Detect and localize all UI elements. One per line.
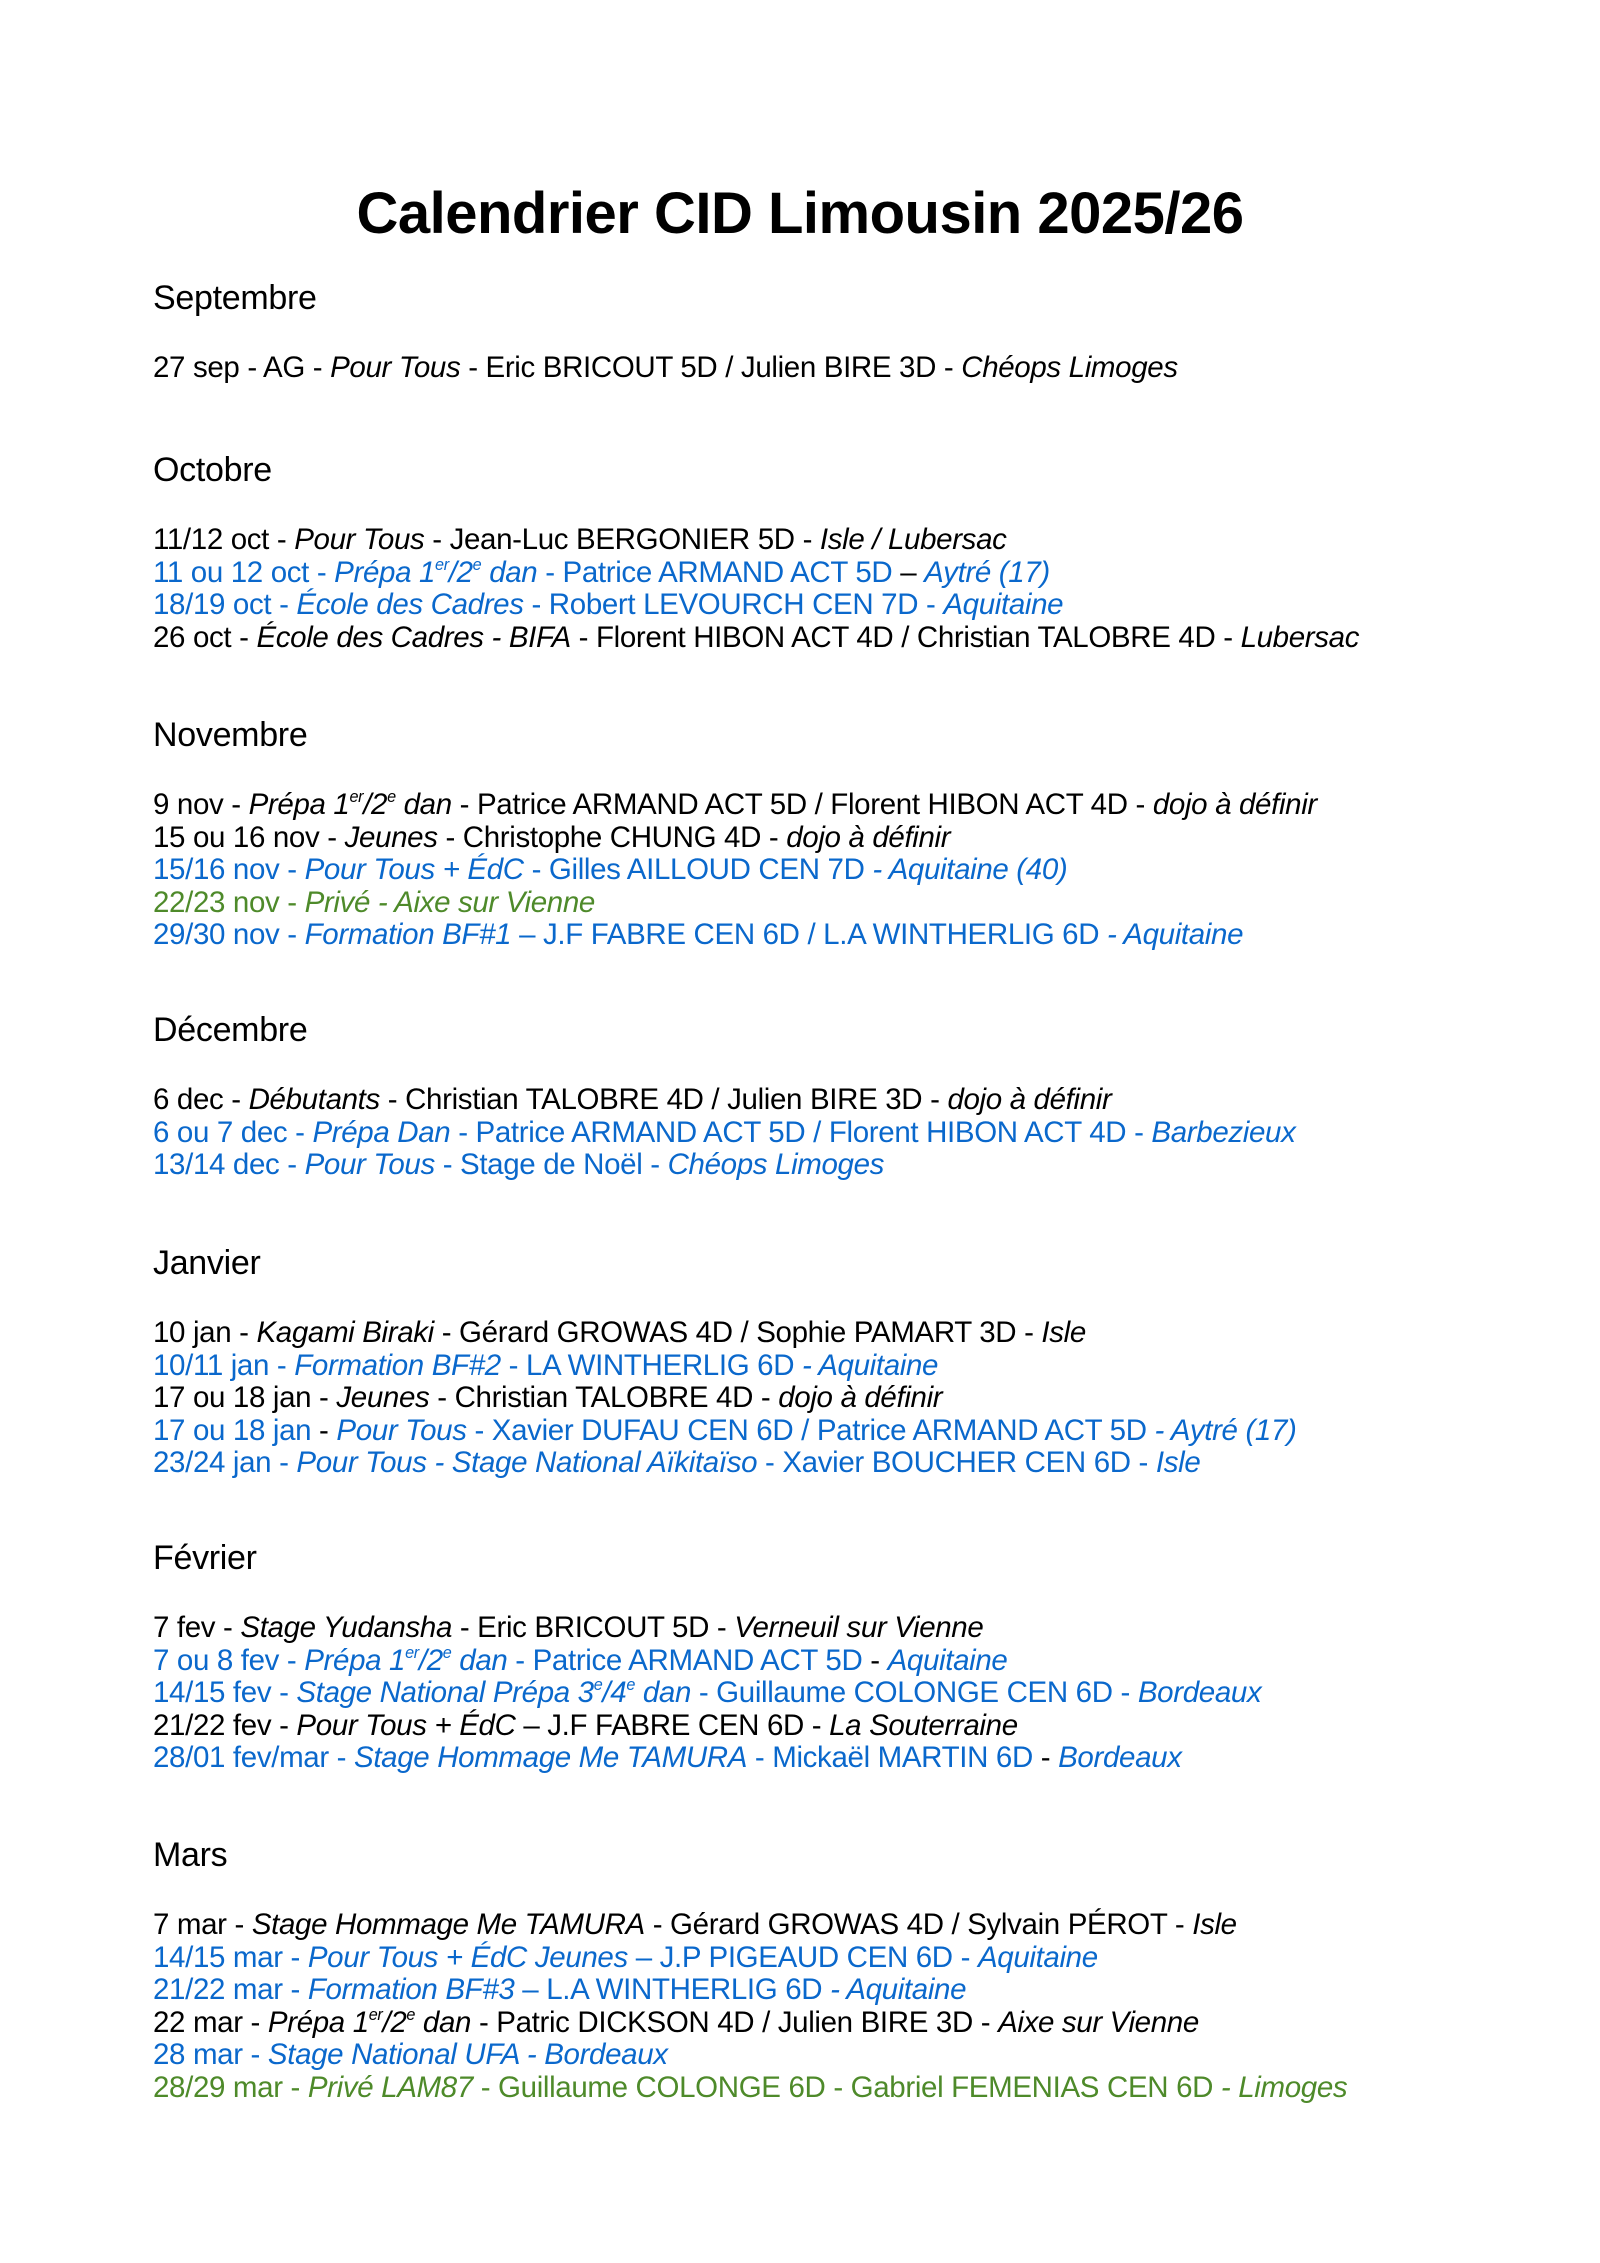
month-section-5 [153, 1538, 1553, 1775]
event-line [153, 1415, 1553, 1448]
event-text-italic: dojo à définir [786, 820, 951, 854]
event-text: 17 ou 18 jan [153, 1413, 320, 1447]
event-text [880, 1644, 888, 1677]
event-text: - Mickaël MARTIN 6D [747, 1741, 1041, 1775]
event-text-italic: dan [395, 788, 452, 821]
event-text-italic: - Aquitaine (40) [872, 853, 1068, 887]
event-text: - Gilles AILLOUD CEN 7D [523, 853, 873, 887]
event-text: - Patrice ARMAND ACT 5D / Florent HIBON ACT 4D - [451, 788, 1153, 821]
event-list [153, 1084, 1553, 1182]
event-text-italic: Aquitaine [943, 588, 1064, 622]
event-text: 15 ou 16 nov - [153, 820, 345, 854]
event-text-italic: Pour Tous + ÉdC Jeunes [307, 1940, 628, 1974]
event-text: 22 mar - [153, 2005, 268, 2039]
event-line [153, 887, 1553, 920]
event-text: 26 oct - [153, 620, 257, 654]
event-line [153, 1612, 1553, 1645]
event-text-italic: Formation BF#1 [304, 918, 512, 952]
event-text: 23/24 jan - [153, 1446, 297, 1480]
event-line [153, 1677, 1553, 1710]
event-text: - Stage de Noël - [434, 1148, 668, 1182]
event-list [153, 1612, 1553, 1775]
event-text: 28/29 mar - [153, 2070, 308, 2104]
month-heading: Mars [153, 1836, 228, 1874]
event-line [153, 1350, 1553, 1383]
event-text: – J.F FABRE CEN 6D - [515, 1708, 830, 1742]
event-text-italic: er [368, 2005, 383, 2024]
event-text: - Gérard GROWAS 4D / Sylvain PÉROT - [644, 1908, 1193, 1941]
event-text-italic: Privé - Aixe sur Vienne [304, 885, 595, 919]
event-text-italic: Pour Tous [336, 1413, 467, 1447]
event-text: - Christian TALOBRE 4D - [429, 1381, 779, 1415]
event-text: - Patric DICKSON 4D / Julien BIRE 3D - [471, 2005, 999, 2039]
event-text: – J.F FABRE CEN 6D / L.A WINTHERLIG 6D [511, 918, 1108, 952]
event-text: 28 mar - [153, 2038, 268, 2072]
event-text-italic: Stage Yudansha [240, 1611, 453, 1644]
event-line [153, 2007, 1553, 2040]
month-heading: Octobre [153, 451, 272, 489]
event-text-italic: dojo à définir [1152, 788, 1317, 821]
event-text: 22/23 nov - [153, 885, 305, 919]
event-line [153, 557, 1553, 590]
event-text: - [870, 1643, 880, 1677]
event-text: – J.P PIGEAUD CEN 6D - [627, 1940, 978, 1974]
event-line [153, 352, 1553, 385]
event-list [153, 789, 1553, 952]
event-list [153, 1317, 1553, 1480]
event-text-italic: Privé LAM87 [307, 2070, 473, 2104]
event-text: 10/11 jan - [153, 1348, 295, 1382]
event-text-italic: e [387, 787, 396, 806]
event-text-italic: Lubersac [1240, 620, 1360, 654]
event-text: – [900, 555, 917, 589]
event-text: - Christophe CHUNG 4D - [437, 820, 787, 854]
event-text: - Xavier BOUCHER CEN 6D - [757, 1446, 1156, 1480]
event-line [153, 1447, 1553, 1480]
event-text-italic: er [405, 1643, 419, 1662]
event-text-italic: dan [481, 555, 538, 589]
month-section-3 [153, 1010, 1553, 1182]
event-text: - Patrice ARMAND ACT 5D / Florent HIBON ACT 4D - [450, 1115, 1152, 1149]
month-heading: Janvier [153, 1244, 261, 1282]
event-text-italic: Chéops Limoges [961, 351, 1178, 384]
event-text-italic: e [472, 555, 482, 574]
event-text-italic: - Aquitaine [1107, 918, 1244, 952]
event-text-italic: Jeunes [336, 1381, 430, 1415]
event-text-italic: Pour Tous - Stage National Aïkitaïso [296, 1446, 758, 1480]
event-text-italic: er [349, 787, 364, 806]
event-text: - Eric BRICOUT 5D - [452, 1611, 735, 1644]
event-text-italic: dan [634, 1676, 691, 1710]
event-text: - [319, 1413, 329, 1447]
event-text: 28/01 fev/mar - [153, 1741, 354, 1775]
event-text-italic: Prépa Dan [312, 1115, 451, 1149]
event-text-italic: Bordeaux [1058, 1741, 1182, 1775]
event-text: 14/15 fev - [153, 1676, 297, 1710]
event-text: - Guillaume COLONGE 6D - Gabriel FEMENIAS CEN 6D [472, 2070, 1221, 2104]
event-line [153, 1382, 1553, 1415]
event-text: - [1040, 1741, 1051, 1775]
event-list [153, 524, 1553, 654]
event-text: - Patrice ARMAND ACT 5D [537, 555, 901, 589]
month-heading: Février [153, 1539, 257, 1577]
event-text-italic: Prépa 1 [304, 1643, 406, 1677]
event-text-italic: Stage Hommage Me TAMURA [354, 1741, 748, 1775]
event-text-italic: Prépa 1 [248, 788, 350, 821]
event-text-italic: - Aquitaine [830, 1973, 967, 2007]
event-text: - Eric BRICOUT 5D / Julien BIRE 3D - [460, 351, 962, 384]
event-text-italic: Formation BF#2 [294, 1348, 501, 1382]
event-text: 7 mar - [153, 1908, 252, 1941]
event-text: 18/19 oct - [153, 588, 297, 622]
event-text-italic: Isle [1041, 1316, 1086, 1349]
event-text-italic: Isle [1192, 1908, 1237, 1941]
event-text: - Gérard GROWAS 4D / Sophie PAMART 3D - [433, 1316, 1042, 1349]
event-text-italic: Jeunes [344, 820, 438, 854]
event-text: 9 nov - [153, 788, 249, 821]
event-line [153, 1742, 1553, 1775]
event-list [153, 1909, 1553, 2105]
event-text-italic: Verneuil sur Vienne [734, 1611, 984, 1644]
event-text: - LA WINTHERLIG 6D [500, 1348, 802, 1382]
month-section-0 [153, 278, 1553, 385]
event-text: - Guillaume COLONGE CEN 6D - [691, 1676, 1138, 1710]
event-line [153, 1149, 1553, 1182]
event-text: - Florent HIBON ACT 4D / Christian TALOBRE 4D - [570, 620, 1241, 654]
event-text-italic: École des Cadres - BIFA [256, 620, 571, 654]
event-text: 10 jan - [153, 1316, 257, 1349]
event-text-italic: dan [415, 2005, 472, 2039]
event-text-italic: Barbezieux [1151, 1115, 1296, 1149]
event-line [153, 1117, 1553, 1150]
event-text: 7 fev - [153, 1611, 241, 1644]
event-text-italic: Stage National Prépa 3 [296, 1676, 594, 1710]
event-text: 15/16 nov - [153, 853, 305, 887]
event-text-italic: Isle [1155, 1446, 1201, 1480]
event-text-italic: Pour Tous [304, 1148, 435, 1182]
event-text: 29/30 nov - [153, 918, 305, 952]
event-text-italic: École des Cadres [296, 588, 524, 622]
page-title: Calendrier CID Limousin 2025/26 [356, 180, 1244, 246]
event-text-italic: - Aquitaine [802, 1348, 939, 1382]
event-text [916, 556, 924, 589]
event-text-italic: /2 [418, 1643, 443, 1677]
month-section-2 [153, 715, 1553, 952]
event-text: 13/14 dec - [153, 1148, 305, 1182]
event-text-italic: er [435, 555, 449, 574]
event-text: 6 dec - [153, 1083, 249, 1116]
event-text-italic: Kagami Biraki [256, 1316, 434, 1349]
event-text-italic: /4 [602, 1676, 627, 1710]
event-text-italic: Aytré (17) [924, 555, 1050, 589]
event-text: 21/22 mar - [153, 1973, 308, 2007]
event-line [153, 524, 1553, 557]
event-text-italic: e [406, 2005, 416, 2024]
event-text-italic: Chéops Limoges [667, 1148, 885, 1182]
event-text-italic: Prépa 1 [267, 2005, 369, 2039]
event-text: - Patrice ARMAND ACT 5D [507, 1643, 871, 1677]
month-section-4 [153, 1243, 1553, 1480]
event-text-italic: Pour Tous [330, 351, 461, 384]
event-line [153, 789, 1553, 822]
event-text-italic: /2 [382, 2005, 407, 2039]
event-text: – L.A WINTHERLIG 6D [514, 1973, 831, 2007]
event-text-italic: Stage National UFA - Bordeaux [267, 2038, 668, 2072]
event-text: - Christian TALOBRE 4D / Julien BIRE 3D - [379, 1083, 948, 1116]
event-text: 17 ou 18 jan - [153, 1381, 337, 1415]
event-text: - Xavier DUFAU CEN 6D / Patrice ARMAND ACT 5D [466, 1413, 1155, 1447]
event-text-italic: /2 [363, 788, 388, 821]
event-text-italic: Pour Tous + ÉdC [304, 853, 524, 887]
event-text: 27 sep - AG - [153, 351, 331, 384]
event-line [153, 1317, 1553, 1350]
event-text: 6 ou 7 dec - [153, 1115, 313, 1149]
event-line [153, 2072, 1553, 2105]
event-line [153, 1974, 1553, 2007]
event-text-italic: Bordeaux [1137, 1676, 1262, 1710]
event-text-italic: Débutants [248, 1083, 380, 1116]
event-line [153, 1645, 1553, 1678]
event-text: 21/22 fev - [153, 1708, 297, 1742]
event-text-italic: Aixe sur Vienne [998, 2005, 1199, 2039]
event-text-italic: Stage Hommage Me TAMURA [251, 1908, 645, 1941]
month-section-6 [153, 1835, 1553, 2105]
event-text-italic: Isle / Lubersac [819, 523, 1007, 556]
event-text-italic: Aquitaine [977, 1940, 1098, 1974]
event-line [153, 854, 1553, 887]
event-text: 14/15 mar - [153, 1940, 308, 1974]
event-text-italic: e [593, 1676, 603, 1695]
month-section-1 [153, 450, 1553, 654]
event-text-italic: dojo à définir [778, 1381, 943, 1415]
event-line [153, 919, 1553, 952]
event-text-italic: - Limoges [1220, 2070, 1348, 2104]
event-text-italic: Aquitaine [887, 1643, 1008, 1677]
event-text: - Robert LEVOURCH CEN 7D - [523, 588, 944, 622]
month-heading: Novembre [153, 716, 308, 754]
event-line [153, 622, 1553, 655]
event-line [153, 822, 1553, 855]
event-text-italic: e [626, 1676, 635, 1695]
event-text-italic: - Aytré (17) [1154, 1413, 1297, 1447]
event-line [153, 1909, 1553, 1942]
event-text: 7 ou 8 fev - [153, 1643, 305, 1677]
event-text-italic: e [442, 1643, 452, 1662]
event-line [153, 1942, 1553, 1975]
event-text-italic: La Souterraine [829, 1708, 1018, 1742]
event-text-italic: Pour Tous + ÉdC [296, 1708, 516, 1742]
event-text-italic: Formation BF#3 [307, 1973, 515, 2007]
month-heading: Septembre [153, 279, 317, 317]
event-text-italic: /2 [448, 555, 473, 589]
event-line [153, 1084, 1553, 1117]
month-heading: Décembre [153, 1011, 308, 1049]
event-list [153, 352, 1553, 385]
event-text-italic: dan [451, 1643, 508, 1677]
event-line [153, 1710, 1553, 1743]
event-text [1050, 1741, 1058, 1774]
event-text: - Jean-Luc BERGONIER 5D - [424, 523, 820, 556]
event-line [153, 589, 1553, 622]
event-text-italic: dojo à définir [947, 1083, 1112, 1116]
event-text: 11/12 oct - [153, 523, 295, 556]
event-line [153, 2039, 1553, 2072]
event-text-italic: Prépa 1 [334, 555, 436, 589]
event-text: 11 ou 12 oct - [153, 555, 335, 589]
event-text-italic: Pour Tous [294, 523, 425, 556]
